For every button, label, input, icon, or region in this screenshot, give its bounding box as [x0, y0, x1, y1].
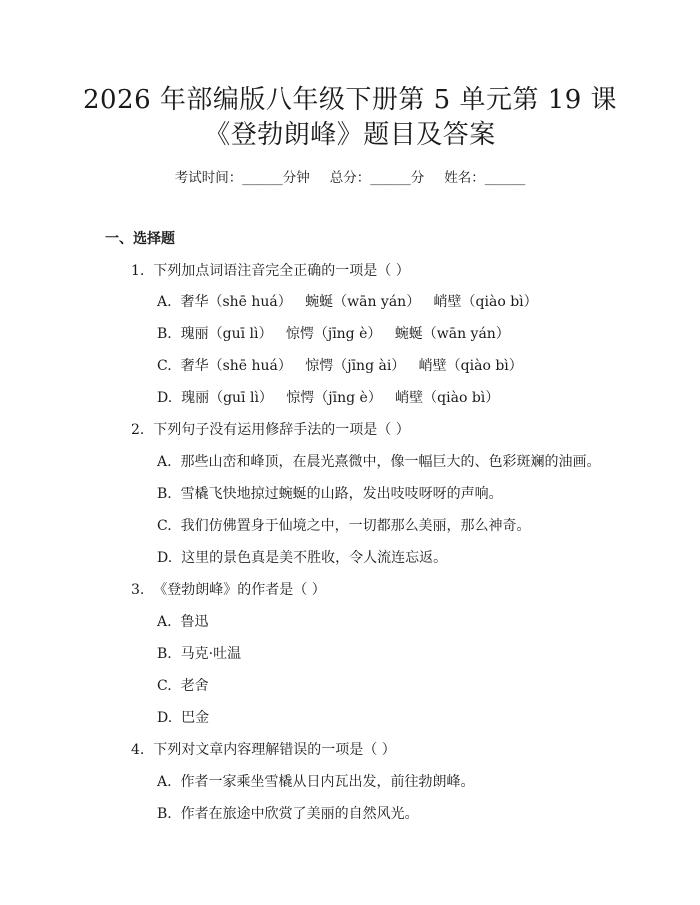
question-1-option-c: C. 奢华（shē huá） 惊愕（jīng ài） 峭壁（qiào bì）: [157, 358, 523, 374]
question-2-option-a: A. 那些山峦和峰顶，在晨光熹微中，像一幅巨大的、色彩斑斓的油画。: [157, 454, 601, 470]
question-1-option-b: B. 瑰丽（guī lì） 惊愕（jīng è） 蜿蜒（wān yán）: [157, 326, 510, 342]
question-3-option-d: D. 巴金: [157, 710, 210, 726]
question-3-option-b: B. 马克·吐温: [157, 646, 242, 662]
exam-time: 考试时间：______分钟: [174, 170, 310, 186]
question-4-option-b: B. 作者在旅途中欣赏了美丽的自然风光。: [157, 806, 419, 822]
question-2-option-c: C. 我们仿佛置身于仙境之中，一切都那么美丽，那么神奇。: [157, 518, 531, 534]
section-heading-choice: 一、选择题: [105, 231, 175, 247]
question-2-stem: 2. 下列句子没有运用修辞手法的一项是（ ）: [131, 422, 410, 438]
student-name: 姓名：______: [444, 170, 526, 186]
question-3-option-c: C. 老舍: [157, 678, 209, 694]
question-3-stem: 3. 《登勃朗峰》的作者是（ ）: [131, 582, 326, 598]
title-line-2: 《登勃朗峰》题目及答案: [204, 120, 496, 150]
question-4-option-a: A. 作者一家乘坐雪橇从日内瓦出发，前往勃朗峰。: [157, 774, 475, 790]
question-1-stem: 1. 下列加点词语注音完全正确的一项是（ ）: [131, 263, 410, 279]
title-line-1: 2026 年部编版八年级下册第 5 单元第 19 课: [82, 85, 618, 115]
question-3-option-a: A. 鲁迅: [157, 614, 209, 630]
exam-meta: [0, 168, 700, 188]
total-score: 总分：______分: [329, 170, 425, 186]
question-2-option-d: D. 这里的景色真是美不胜收，令人流连忘返。: [157, 550, 448, 566]
question-1-option-a: A. 奢华（shē huá） 蜿蜒（wān yán） 峭壁（qiào bì）: [157, 294, 538, 310]
question-2-option-b: B. 雪橇飞快地掠过蜿蜒的山路，发出吱吱呀呀的声响。: [157, 486, 503, 502]
question-4-stem: 4. 下列对文章内容理解错误的一项是（ ）: [131, 742, 396, 758]
question-1-option-d: D. 瑰丽（guī lì） 惊愕（jīng è） 峭壁（qiào bì）: [157, 390, 500, 406]
